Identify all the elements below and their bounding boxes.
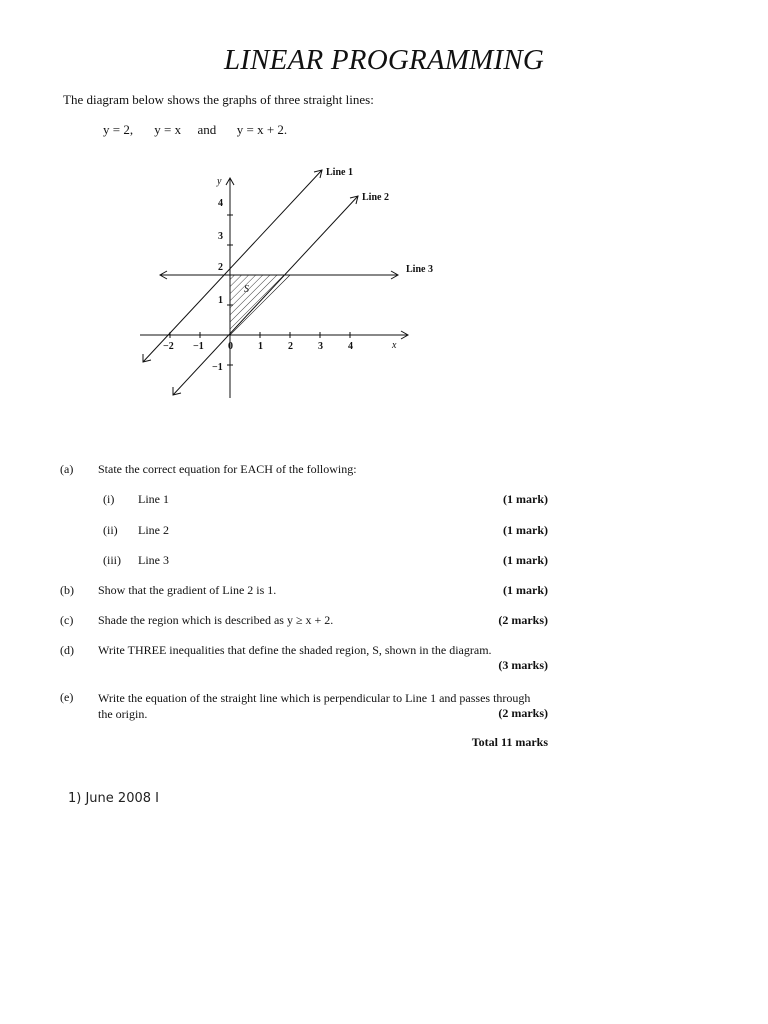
equation-1: y = 2, (103, 122, 134, 137)
question-text: Write the equation of the straight line which is perpendicular to Line 1 and passes through the origin. (98, 691, 531, 721)
question-text: State the correct equation for EACH of the following: (98, 462, 357, 476)
question-text: Show that the gradient of Line 2 is 1. (98, 583, 277, 597)
question-b (0, 583, 768, 599)
question-label: (b) (60, 583, 74, 597)
question-label: (a) (60, 462, 74, 476)
marks-label: (2 marks) (498, 613, 548, 627)
x-tick-label: 1 (258, 341, 263, 352)
question-e-marks (0, 706, 768, 722)
question-a-part (0, 523, 768, 539)
marks-label: (3 marks) (498, 658, 548, 672)
x-axis-label: x (392, 340, 397, 351)
x-tick-label: 0 (228, 341, 233, 352)
question-label: (d) (60, 643, 74, 657)
region-label-s: S (244, 284, 249, 295)
marks-label: (1 mark) (503, 523, 548, 537)
equation-and: and (197, 122, 217, 137)
line-2 (173, 196, 358, 395)
part-text: Line 1 (138, 492, 169, 506)
y-tick-label: 2 (218, 262, 223, 273)
y-axis-label: y (217, 176, 222, 187)
y-tick-label: 4 (218, 198, 223, 209)
equation-2: y = x (154, 122, 182, 137)
total-marks: Total 11 marks (471, 735, 548, 749)
part-label: (iii) (103, 553, 121, 567)
y-tick-label: 3 (218, 231, 223, 242)
question-d (0, 643, 768, 659)
question-text: Shade the region which is described as y ≥ x + 2. (98, 613, 334, 627)
part-label: (ii) (103, 523, 118, 537)
part-label: (i) (103, 492, 115, 506)
marks-label: (1 mark) (503, 553, 548, 567)
question-label: (e) (60, 690, 74, 704)
line-3-label: Line 3 (406, 264, 433, 275)
equations-line (103, 122, 287, 138)
line-1 (143, 170, 322, 362)
x-tick-label: 3 (318, 341, 323, 352)
x-tick-label: −2 (163, 341, 174, 352)
shaded-region-s (230, 275, 290, 335)
y-tick-label: 1 (218, 295, 223, 306)
x-tick-label: 4 (348, 341, 353, 352)
marks-label: (2 marks) (498, 706, 548, 720)
part-text: Line 3 (138, 553, 169, 567)
marks-label: (1 mark) (503, 583, 548, 597)
y-tick-label: −1 (212, 362, 223, 373)
question-a-part (0, 553, 768, 569)
page-title: LINEAR PROGRAMMING (223, 44, 545, 76)
part-text: Line 2 (138, 523, 169, 537)
footer-note: 1) June 2008 I (68, 791, 159, 806)
question-a-part (0, 492, 768, 508)
question-a (0, 462, 768, 478)
question-label: (c) (60, 613, 74, 627)
total-row (0, 735, 768, 751)
marks-label: (1 mark) (503, 492, 548, 506)
line-graph (130, 160, 450, 410)
line-1-label: Line 1 (326, 167, 353, 178)
equation-3: y = x + 2. (236, 122, 288, 137)
question-text: Write THREE inequalities that define the shaded region, S, shown in the diagram. (98, 643, 492, 657)
question-c (0, 613, 768, 629)
x-tick-label: −1 (193, 341, 204, 352)
question-d-marks (0, 658, 768, 674)
intro-text: The diagram below shows the graphs of three straight lines: (63, 92, 374, 107)
x-tick-label: 2 (288, 341, 293, 352)
line-2-label: Line 2 (362, 192, 389, 203)
